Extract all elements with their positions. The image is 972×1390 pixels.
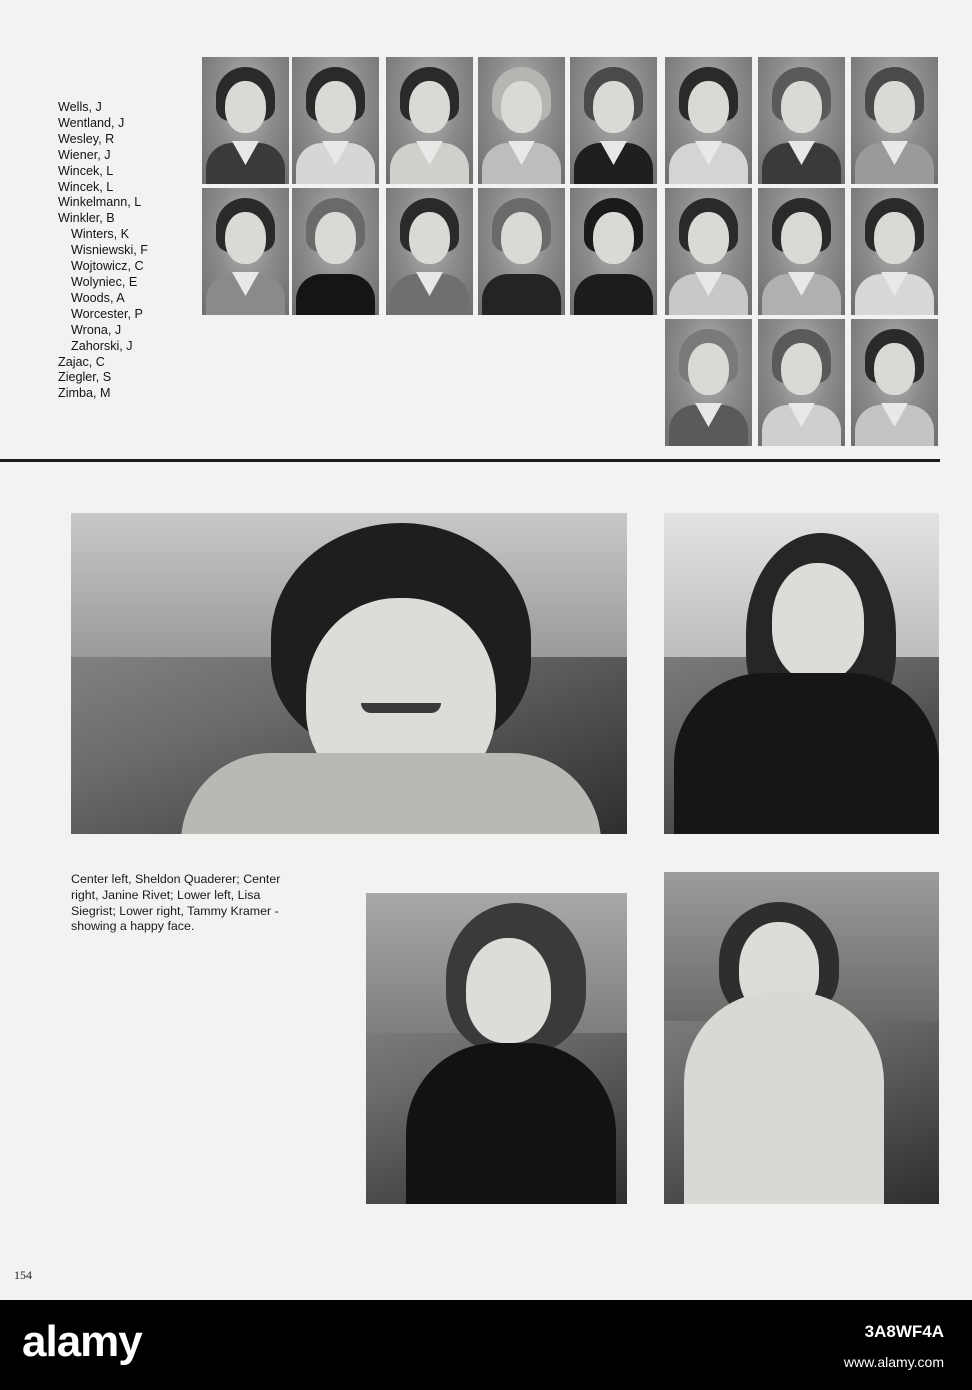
candid-photo-lower-left — [366, 893, 627, 1204]
student-portrait — [758, 319, 845, 446]
section-divider — [0, 459, 940, 462]
watermark-footer — [0, 1300, 972, 1390]
student-name: Wesley, R — [58, 131, 115, 146]
brand-logo: alamy — [22, 1317, 142, 1366]
student-portrait — [386, 188, 473, 315]
photo-caption — [71, 872, 351, 935]
caption-line: Siegrist; Lower right, Tammy Kramer - — [71, 903, 279, 918]
candid-photo-lower-right — [664, 872, 939, 1204]
student-portrait — [202, 57, 289, 184]
student-name: Winkler, B — [58, 211, 115, 226]
student-portrait — [570, 188, 657, 315]
student-portrait — [758, 188, 845, 315]
student-portrait — [478, 57, 565, 184]
student-name: Wrona, J — [71, 322, 122, 337]
student-portrait — [665, 188, 752, 315]
student-portrait — [202, 188, 289, 315]
student-name: Wojtowicz, C — [71, 259, 144, 274]
student-name-list — [58, 100, 198, 402]
student-name: Zimba, M — [58, 386, 111, 401]
student-name: Wentland, J — [58, 115, 125, 130]
student-name: Woods, A — [71, 290, 125, 305]
student-portrait — [758, 57, 845, 184]
student-name: Wiener, J — [58, 147, 111, 162]
caption-line: showing a happy face. — [71, 919, 195, 934]
student-name: Wolyniec, E — [71, 274, 138, 289]
student-portrait — [851, 57, 938, 184]
image-id: 3A8WF4A — [864, 1322, 944, 1341]
caption-line: right, Janine Rivet; Lower left, Lisa — [71, 887, 261, 902]
student-portrait — [665, 57, 752, 184]
student-name: Ziegler, S — [58, 370, 112, 385]
student-name: Winkelmann, L — [58, 195, 142, 210]
student-portrait — [292, 57, 379, 184]
student-name: Winters, K — [71, 227, 130, 242]
student-name: Worcester, P — [71, 306, 143, 321]
student-name: Zajac, C — [58, 354, 105, 369]
student-name: Wincek, L — [58, 163, 114, 178]
student-portrait — [386, 57, 473, 184]
student-portrait — [292, 188, 379, 315]
student-name: Zahorski, J — [71, 338, 133, 353]
student-name: Wincek, L — [58, 179, 114, 194]
page-number: 154 — [14, 1268, 32, 1282]
student-name: Wells, J — [58, 100, 102, 114]
candid-photo-center-right — [664, 513, 939, 834]
student-portrait — [665, 319, 752, 446]
student-portrait — [851, 319, 938, 446]
student-portrait — [478, 188, 565, 315]
student-portrait — [570, 57, 657, 184]
site-url: www.alamy.com — [843, 1354, 944, 1370]
student-portrait — [851, 188, 938, 315]
student-name: Wisniewski, F — [71, 243, 148, 258]
candid-photo-center-left — [71, 513, 627, 834]
caption-line: Center left, Sheldon Quaderer; Center — [71, 872, 281, 886]
